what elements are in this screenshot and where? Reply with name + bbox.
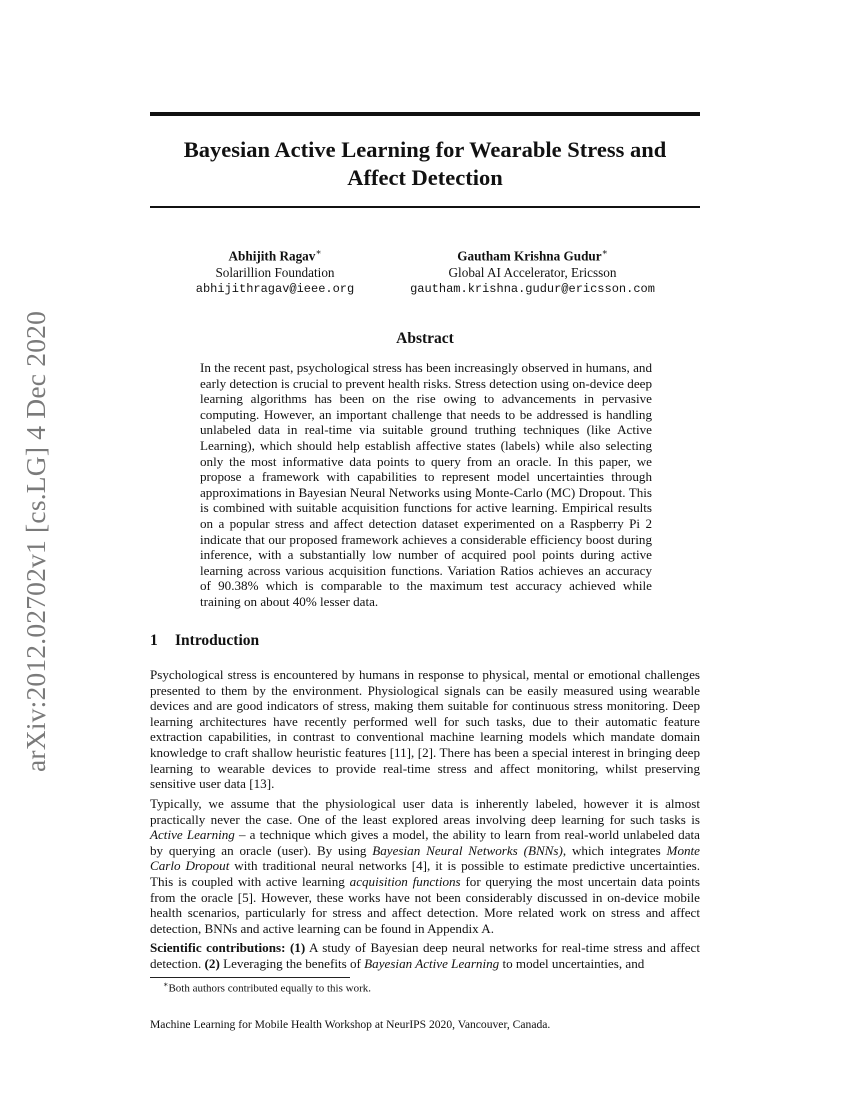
contributions-paragraph: Scientific contributions: (1) A study of Bayesian deep neural networks for real-time stress and affect detection. (2) Leveraging the benefits of Bayesian Active Learning to model uncertainties, and (150, 940, 700, 971)
abstract-heading: Abstract (396, 330, 454, 347)
abstract-body: In the recent past, psychological stress has been increasingly observed in humans, and early detection is crucial to prevent health risks. Stress detection using on-device deep learning algorithms has been on the rise owing to advancements in pervasive computing. However, an important challenge that needs to be addressed is handling unlabeled data in real-time via suitable ground truthing techniques (like Active Learning), which should help establish affective states (labels) while also selecting only the most informative data points to query from an oracle. In this paper, we propose a framework with capabilities to represent model uncertainties through approximations in Bayesian Neural Networks using Monte-Carlo (MC) Dropout. This is combined with suitable acquisition functions for active learning. Empirical results on a popular stress and affect detection dataset experimented on a Raspberry Pi 2 indicate that our proposed framework achieves a considerable efficiency boost during inference, with a substantially low number of acquired pool points during active learning across various acquisition functions. Variation Ratios achieves an accuracy of 90.38% which is comparable to the maximum test accuracy achieved while training on about 40% lesser data. (200, 360, 652, 609)
footnote-rule (150, 977, 350, 978)
author-email: gautham.krishna.gudur@ericsson.com (410, 282, 655, 297)
intro-paragraph-2: Typically, we assume that the physiological user data is inherently labeled, however it is almost practically never the case. One of the least explored areas involving deep learning for such tasks is Active Learning – a technique which gives a model, the ability to learn from real-world unlabeled data by querying an oracle (user). By using Bayesian Neural Networks (BNNs), which integrates Monte Carlo Dropout with traditional neural networks [4], it is possible to estimate predictive uncertainties. This is coupled with active learning acquisition functions for querying the most uncertain data points from the oracle [5]. However, these works have not been considerably discussed in on-device mobile health scenarios, particularly for stress and affect detection. More related work on stress and affect detection, BNNs and active learning can be found in Appendix A. (150, 796, 700, 936)
intro-paragraph-1: Psychological stress is encountered by humans in response to physical, mental or emotional challenges presented to them by the environment. Physiological signals can be easily measured using wearable devices and are good indicators of stress, making them suitable for continuous stress monitoring. Deep learning architectures have recently performed well for such tasks, due to their automatic feature extraction capabilities, in contrast to conventional machine learning models which mandate domain knowledge to craft shallow heuristic features [11], [2]. There has been a special interest in bringing deep learning to wearable devices to provide real-time stress and affect monitoring, whilst preserving sensitive user data [13]. (150, 667, 700, 792)
footnote: ∗Both authors contributed equally to this work. (163, 980, 371, 995)
venue-footer: Machine Learning for Mobile Health Workshop at NeurIPS 2020, Vancouver, Canada. (150, 1018, 551, 1031)
section-number: 1 (150, 632, 158, 649)
section-title: Introduction (175, 632, 260, 649)
emphasis-bnn: Bayesian Neural Networks (BNNs) (372, 842, 563, 858)
title-line-2: Affect Detection (347, 165, 503, 190)
author-name: Abhijith Ragav∗ (228, 247, 322, 264)
arxiv-stamp: arXiv:2012.02702v1 [cs.LG] 4 Dec 2020 (20, 310, 51, 772)
author-affiliation: Global AI Accelerator, Ericsson (448, 264, 617, 280)
title-top-rule (150, 112, 700, 116)
paper-title (150, 136, 700, 192)
emphasis-bayesian-active-learning: Bayesian Active Learning (364, 955, 500, 971)
emphasis-active-learning: Active Learning (150, 827, 235, 843)
author-affiliation: Solarillion Foundation (215, 264, 335, 280)
author-block-1 (180, 244, 370, 298)
section-heading-introduction (150, 632, 259, 650)
title-line-1: Bayesian Active Learning for Wearable Stress and (183, 137, 667, 162)
author-name: Gautham Krishna Gudur∗ (457, 247, 608, 264)
contributions-label: Scientific contributions: (150, 940, 286, 955)
emphasis-mc-dropout: Monte Carlo Dropout (150, 842, 700, 874)
emphasis-acquisition-functions: acquisition functions (349, 873, 461, 889)
author-email: abhijithragav@ieee.org (195, 282, 355, 297)
author-block-2 (400, 244, 665, 298)
title-bottom-rule (150, 206, 700, 208)
